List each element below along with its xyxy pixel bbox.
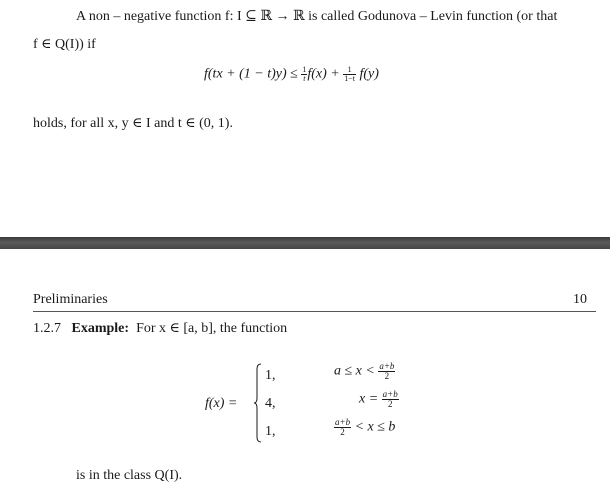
paragraph-line-3: holds, for all x, y ∈ I and t ∈ (0, 1). xyxy=(33,116,233,131)
fraction-one-over-t: $\frac{1}{t}$ xyxy=(302,65,307,83)
paragraph-line-2: f ∈ Q(I)) if xyxy=(33,37,96,52)
example-label: Example: xyxy=(71,321,130,336)
case-condition-3: $\frac{a+b}{2}$ < x ≤ b xyxy=(335,417,396,437)
example-heading xyxy=(33,320,287,337)
case-value-3: 1, xyxy=(265,424,276,439)
page-number: 10 xyxy=(573,292,587,307)
formula-mid: f(x) + xyxy=(307,66,344,82)
running-header-title: Preliminaries xyxy=(33,292,108,307)
case-value-1: 1, xyxy=(265,368,276,383)
fraction-a-plus-b-over-2: $\frac{a+b}{2}$ xyxy=(335,417,351,437)
fraction-a-plus-b-over-2: $\frac{a+b}{2}$ xyxy=(382,389,398,409)
fraction-one-over-one-minus-t: $\frac{1}{1-t}$ xyxy=(344,65,355,83)
left-brace xyxy=(254,363,262,443)
example-closing: is in the class Q(I). xyxy=(76,468,183,483)
page-separator xyxy=(0,237,610,249)
inequality-formula xyxy=(204,66,379,83)
formula-rhs: f(y) xyxy=(355,66,379,82)
example-number: 1.2.7 xyxy=(33,321,61,336)
case-condition-1: a ≤ x < $\frac{a+b}{2}$ xyxy=(334,361,395,381)
formula-lhs: f(tx + (1 − t)y) ≤ xyxy=(204,66,302,82)
case-condition-2: x = $\frac{a+b}{2}$ xyxy=(359,389,398,409)
example-text: For x ∈ [a, b], the function xyxy=(136,321,288,336)
header-rule xyxy=(33,311,596,312)
fraction-a-plus-b-over-2: $\frac{a+b}{2}$ xyxy=(379,361,395,381)
function-name: f(x) = xyxy=(205,396,238,411)
paragraph-line-1: A non – negative function f: I ⊆ ℝ → ℝ is called Godunova – Levin function (or that xyxy=(76,9,558,24)
case-value-2: 4, xyxy=(265,396,276,411)
